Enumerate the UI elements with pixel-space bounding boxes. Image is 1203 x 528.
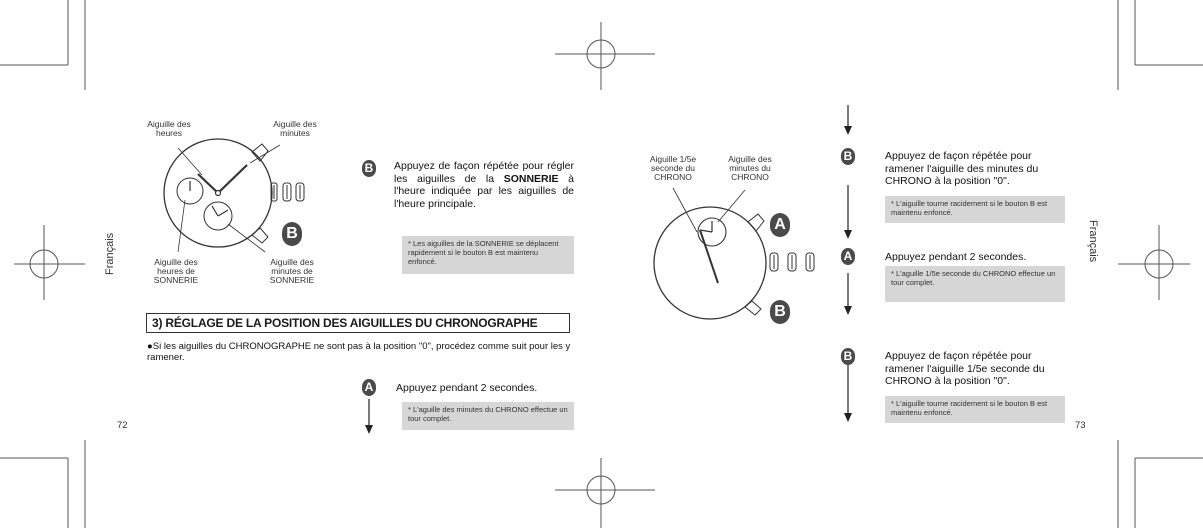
section-heading: 3) RÉGLAGE DE LA POSITION DES AIGUILLES DU CHRONOGRAPHE [146, 313, 570, 333]
step2-badge: A [841, 248, 855, 265]
step3-badge: B [841, 348, 855, 365]
step1-instruction: Appuyez de façon répétée pour ramener l'aiguille des minutes du CHRONO à la position "0". [885, 150, 1039, 187]
step-badge-a: A [362, 379, 376, 396]
label-hour-hand: Aiguille des heures [147, 119, 191, 138]
page-number: 73 [1075, 420, 1086, 431]
side-language-label: Français [1087, 220, 1099, 263]
step3-instruction: Appuyez de façon répétée pour ramener l'aiguille 1/5e seconde du CHRONO à la position "0". [885, 350, 1045, 387]
diagram-badge-b: B [282, 222, 302, 246]
side-language-label: Français [104, 232, 116, 275]
label-alarm-hour-hand: Aiguille des heures de SONNERIE [153, 257, 199, 285]
step-a-note: * L'aguille des minutes du CHRONO effectue un tour complet. [402, 402, 574, 430]
label-chrono-minute-hand: Aiguille des minutes du CHRONO [728, 154, 772, 182]
diagram-badge-a: A [770, 213, 790, 237]
step2-instruction: Appuyez pendant 2 secondes. [885, 251, 1027, 263]
label-minute-hand: Aiguille des minutes [273, 119, 317, 138]
chrono-watch-diagram [654, 188, 814, 319]
step-b-note: * Les aiguilles de la SONNERIE se déplacent rapidement si le bouton B est maintenu enfoncé. [402, 236, 574, 274]
bullet-instruction: ●Si les aiguilles du CHRONOGRAPHE ne sont pas à la position "0", procédez comme suit pour les y ramener. [147, 341, 571, 363]
diagram-badge-b: B [770, 300, 790, 324]
step-a-instruction: Appuyez pendant 2 secondes. [396, 382, 538, 394]
step-badge-b: B [362, 160, 376, 177]
step1-badge: B [841, 148, 855, 165]
step-b-instruction: Appuyez de façon répétée pour régler les aiguilles de la SONNERIE à l'heure indiquée par les aiguilles de l'heure principale. [394, 160, 574, 210]
step2-note: * L'aguille 1/5e seconde du CHRONO effectue un tour complet. [885, 266, 1065, 302]
label-alarm-minute-hand: Aiguille des minutes de SONNERIE [269, 257, 315, 285]
step3-note: * L'aiguille tourne racidement si le bouton B est maintenu enfoncé. [885, 396, 1065, 423]
step1-note: * L'aiguille tourne racidement si le bouton B est maintenu enfoncé. [885, 196, 1065, 223]
page-number: 72 [117, 420, 128, 431]
label-chrono-fifth-second-hand: Aiguille 1/5e seconde du CHRONO [649, 154, 697, 182]
